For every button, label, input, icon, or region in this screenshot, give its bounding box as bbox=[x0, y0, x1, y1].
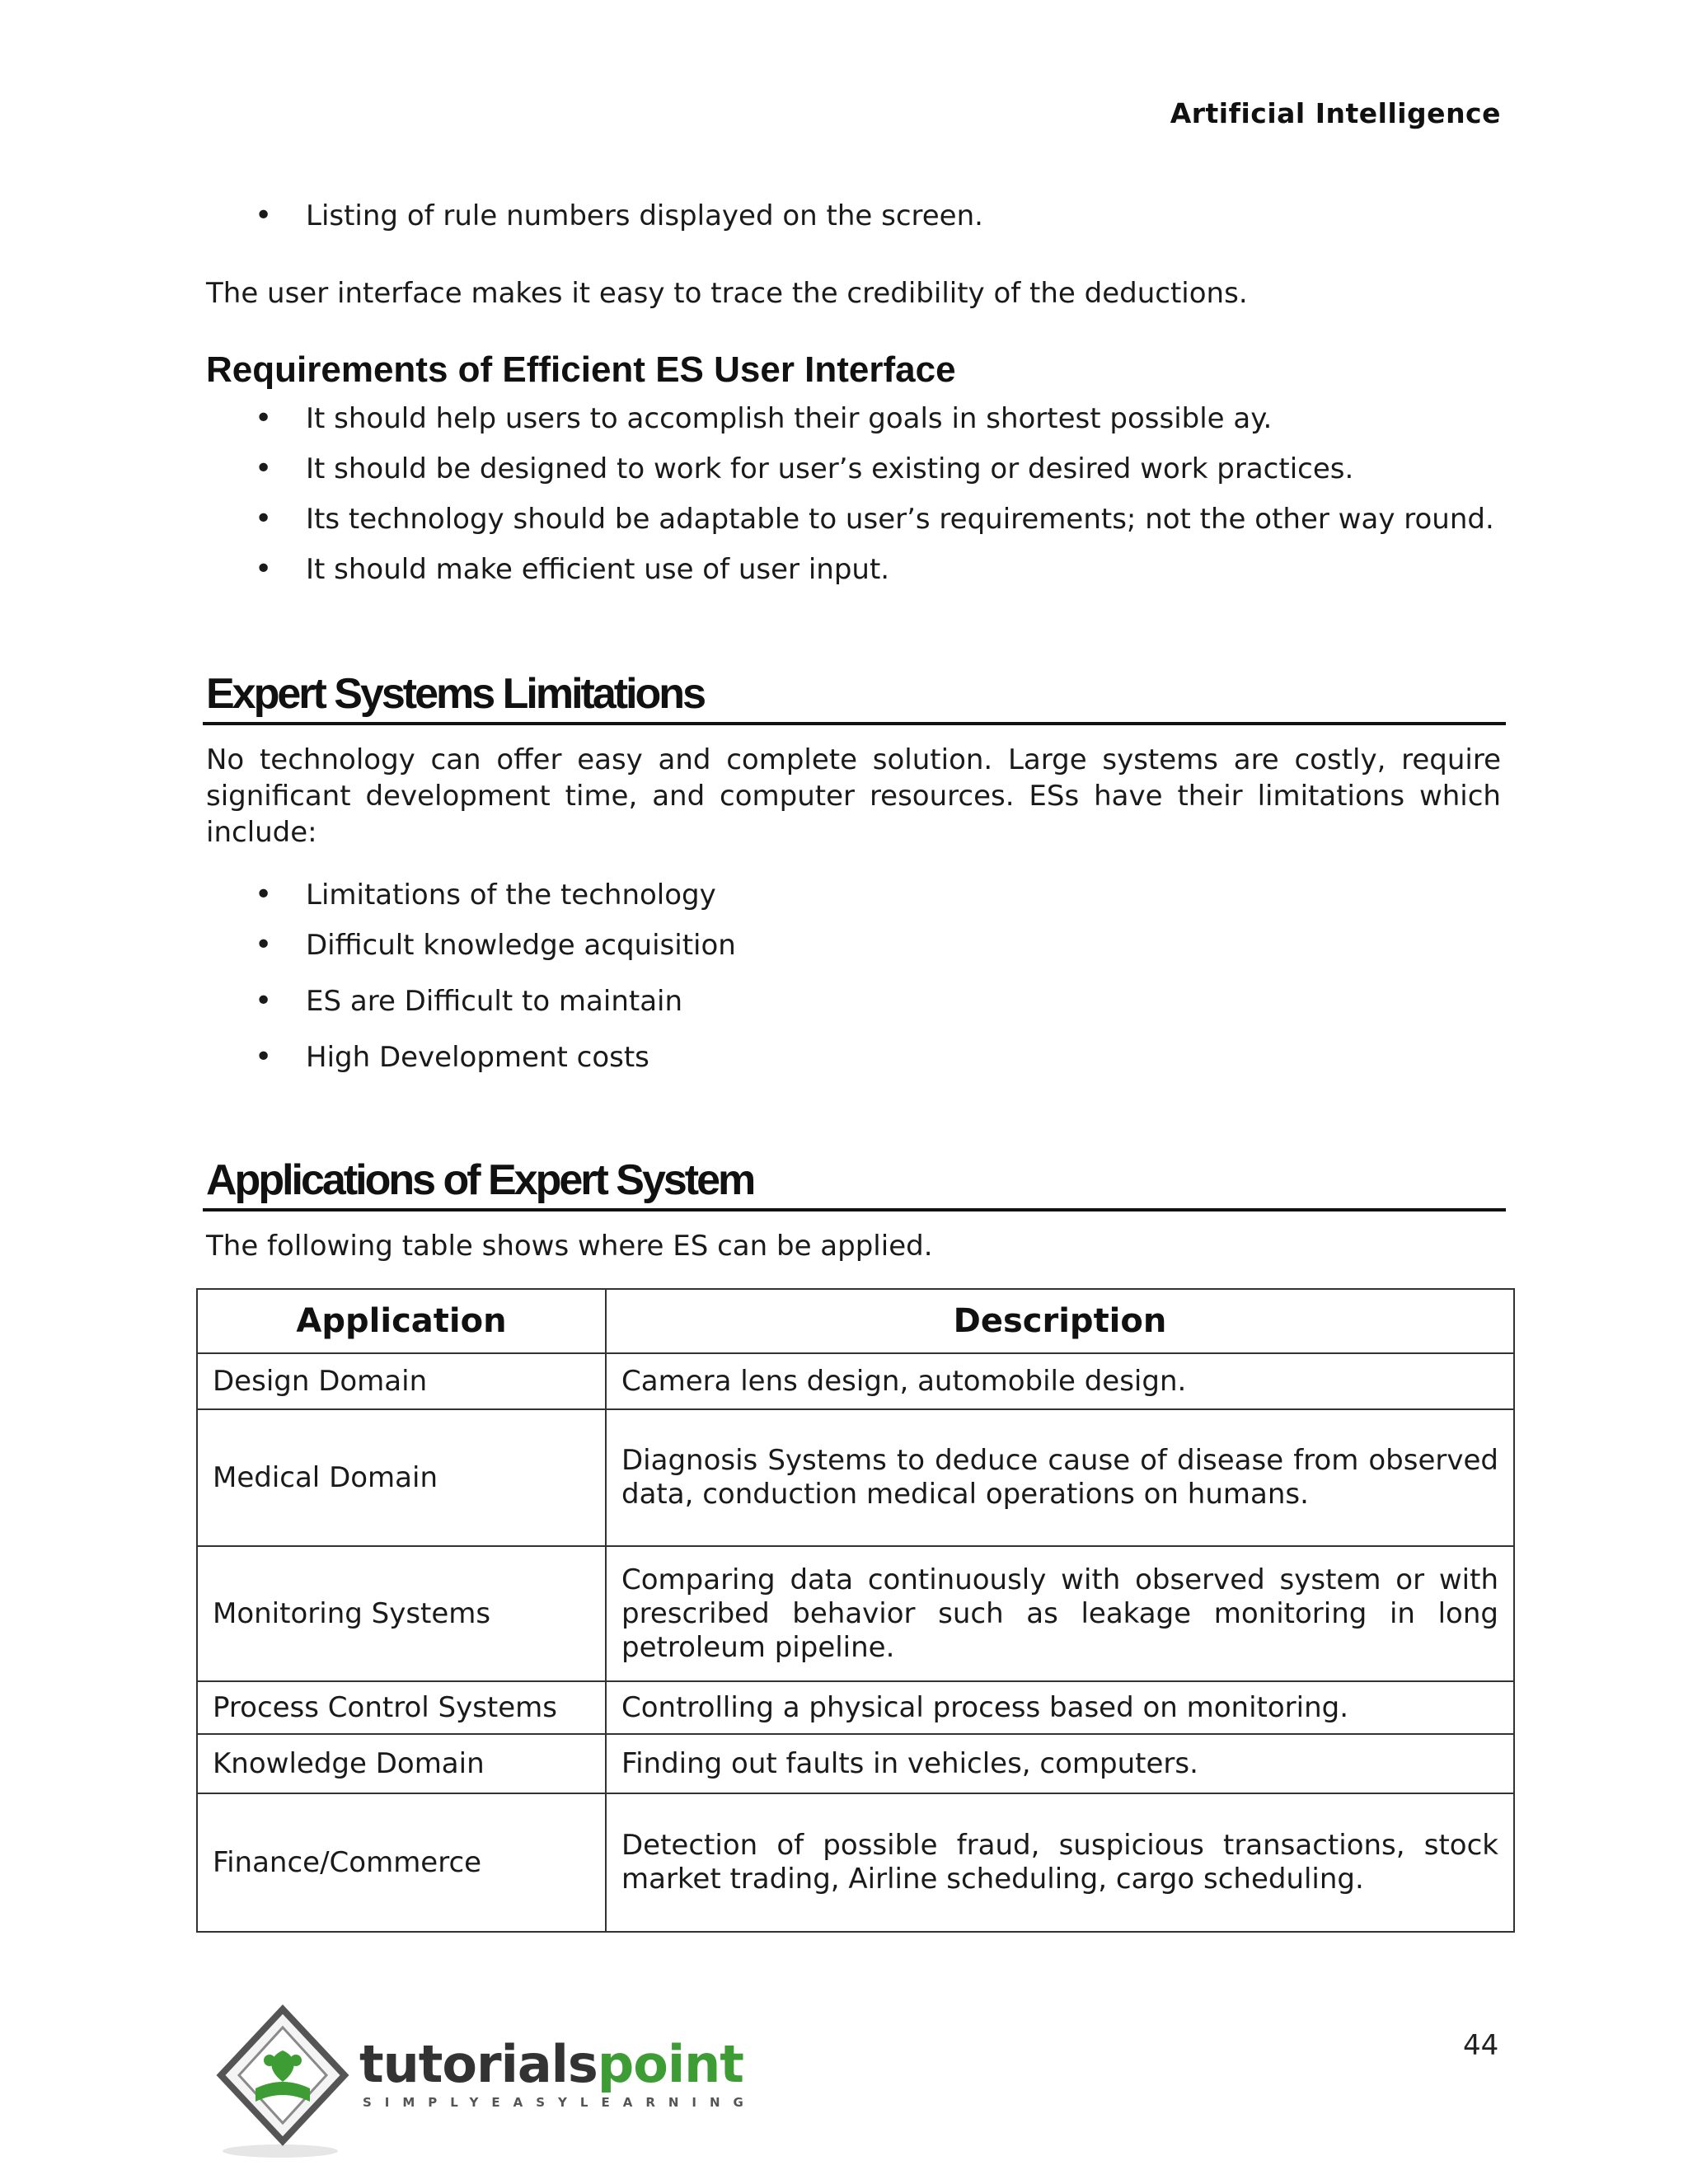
table-row bbox=[197, 1681, 1514, 1734]
application-cell: Process Control Systems bbox=[197, 1681, 606, 1734]
paragraph: No technology can offer easy and complete solution. Large systems are costly, require significant development time, and computer resources. ESs have their limitations which include: bbox=[206, 743, 1501, 849]
list-item: • ES are Difficult to maintain bbox=[306, 983, 682, 1019]
table-row bbox=[197, 1409, 1514, 1546]
section-heading-applications: Applications of Expert System bbox=[206, 1156, 754, 1204]
application-cell: Design Domain bbox=[197, 1353, 606, 1409]
list-item: • It should make efficient use of user input. bbox=[306, 551, 889, 588]
heading-underline bbox=[203, 722, 1506, 725]
description-cell: Camera lens design, automobile design. bbox=[606, 1353, 1514, 1409]
tutorialspoint-logo bbox=[213, 2003, 757, 2163]
section-heading-limitations: Expert Systems Limitations bbox=[206, 670, 704, 718]
heading-underline bbox=[203, 1208, 1506, 1212]
logo-emblem-icon bbox=[213, 2003, 353, 2159]
list-item: • Its technology should be adaptable to user’s requirements; not the other way round. bbox=[306, 501, 1494, 537]
description-cell: Controlling a physical process based on monitoring. bbox=[606, 1681, 1514, 1734]
logo-tagline: SIMPLYEASYLEARNING bbox=[363, 2095, 757, 2110]
paragraph: The user interface makes it easy to trace the credibility of the deductions. bbox=[206, 277, 1248, 310]
description-cell: Detection of possible fraud, suspicious transactions, stock market trading, Airline scheduling, cargo scheduling. bbox=[606, 1793, 1514, 1932]
application-cell: Knowledge Domain bbox=[197, 1734, 606, 1793]
application-cell: Finance/Commerce bbox=[197, 1793, 606, 1932]
description-cell: Finding out faults in vehicles, computers. bbox=[606, 1734, 1514, 1793]
column-header-application: Application bbox=[197, 1289, 606, 1353]
description-cell: Comparing data continuously with observed system or with prescribed behavior such as leakage monitoring in long petroleum pipeline. bbox=[606, 1546, 1514, 1681]
table-row bbox=[197, 1353, 1514, 1409]
table-header-row bbox=[197, 1289, 1514, 1353]
list-item: • It should be designed to work for user’s existing or desired work practices. bbox=[306, 451, 1353, 487]
table-row bbox=[197, 1546, 1514, 1681]
paragraph: The following table shows where ES can be applied. bbox=[206, 1230, 933, 1263]
description-cell: Diagnosis Systems to deduce cause of disease from observed data, conduction medical operations on humans. bbox=[606, 1409, 1514, 1546]
page-number: 44 bbox=[1463, 2029, 1499, 2062]
table-row bbox=[197, 1734, 1514, 1793]
list-item: • Listing of rule numbers displayed on the screen. bbox=[306, 198, 983, 234]
column-header-description: Description bbox=[606, 1289, 1514, 1353]
application-cell: Monitoring Systems bbox=[197, 1546, 606, 1681]
list-item: • Limitations of the technology bbox=[306, 877, 716, 913]
list-item: • High Development costs bbox=[306, 1039, 649, 1076]
list-item: • It should help users to accomplish their goals in shortest possible ay. bbox=[306, 401, 1272, 437]
table-row bbox=[197, 1793, 1514, 1932]
running-header: Artificial Intelligence bbox=[1170, 97, 1501, 129]
application-cell: Medical Domain bbox=[197, 1409, 606, 1546]
applications-table bbox=[196, 1288, 1515, 1933]
section-heading-requirements: Requirements of Efficient ES User Interface bbox=[206, 349, 956, 390]
logo-wordmark: tutorialspoint bbox=[359, 2034, 743, 2094]
list-item: • Difficult knowledge acquisition bbox=[306, 927, 736, 963]
